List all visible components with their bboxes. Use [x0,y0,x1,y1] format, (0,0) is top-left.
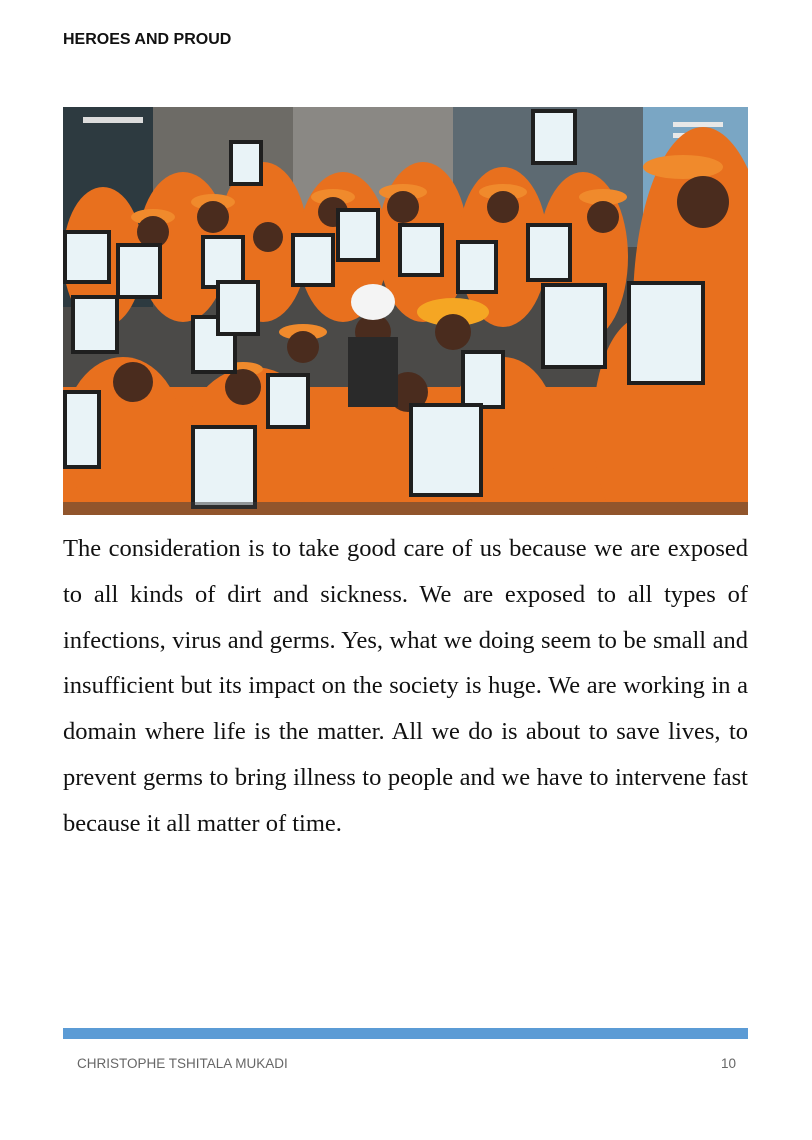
page-number: 10 [720,1056,736,1071]
group-photo [63,107,748,515]
running-header: HEROES AND PROUD [63,31,232,48]
group-photo-illustration [63,107,748,515]
footer-rule [63,1028,748,1039]
body-paragraph: The consideration is to take good care of us because we are exposed to all kinds of dirt and sickness. We are exposed to all types of infections, virus and germs. Yes, what we doing seem to be small and insufficient but its impact on the society is huge. We are working in a domain where life is the matter. All we do is about to save lives, to prevent germs to bring illness to people and we have to intervene fast because it all matter of time. [63,535,748,837]
footer-author: CHRISTOPHE TSHITALA MUKADI [77,1056,288,1071]
